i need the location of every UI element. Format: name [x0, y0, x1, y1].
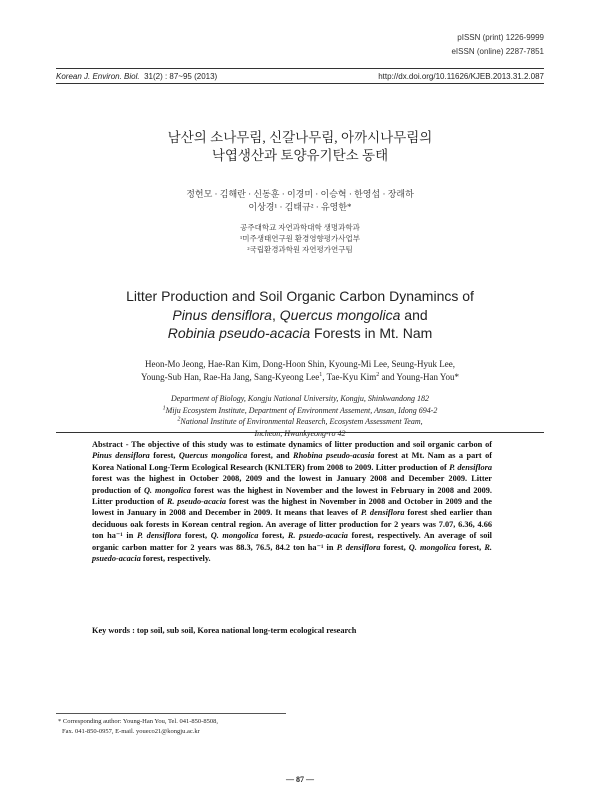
authors-part-a: Young-Sub Han, Rae-Ha Jang, Sang-Kyeong Lee	[140, 372, 320, 382]
english-title	[40, 287, 560, 343]
title-species-1: Pinus densiflora	[172, 306, 272, 323]
footnote-rule	[56, 713, 286, 714]
english-affil-1: Department of Biology, Kongju National University, Kongju, Shinkwandong 182	[171, 394, 429, 403]
korean-affil-1: 공주대학교 자연과학대학 생명과학과	[240, 223, 360, 232]
journal-volume: 31(2) : 87~95 (2013)	[144, 72, 218, 81]
english-title-line1: Litter Production and Soil Organic Carbon Dynamincs of	[126, 288, 474, 304]
pissn: pISSN (print) 1226-9999	[457, 33, 544, 42]
title-sep-1: ,	[271, 306, 280, 323]
title-species-3: Robinia pseudo-acacia	[167, 325, 311, 341]
korean-title-line2: 낙엽생산과 토양유기탄소 동태	[211, 148, 389, 163]
english-title-line2	[40, 306, 560, 325]
authors-part-c: and Young-Han You*	[379, 372, 460, 382]
journal-name: Korean J. Environ. Biol.	[56, 72, 140, 81]
english-affil-3: $^2$National Institute of Environmental Reaserch, Ecosystem Assessment Team,	[177, 416, 423, 426]
english-authors	[40, 358, 560, 384]
header-rule-bottom	[56, 83, 544, 84]
abstract-rule	[56, 432, 544, 433]
journal-header	[56, 72, 544, 81]
korean-title	[40, 129, 560, 165]
journal-citation	[56, 72, 217, 81]
footnote-line2: Fax. 041-850-0957, E-mail. youeco21@kongju.ac.kr	[62, 727, 200, 735]
english-affil-2-text: Miju Ecosystem Institute, Department of Environment Assement, Ansan, Idong 694-2	[165, 405, 438, 415]
title-and: and	[400, 306, 428, 323]
footnote	[58, 717, 218, 736]
abstract: Abstract - The objective of this study was to estimate dynamics of litter production and soil organic carbon of Pinus densiflora forest, Quercus mongolica forest, and Rhobina pseudo-acasia forest at Mt. Nam as a part of Korea National Long-Term Ecological Research (KNLTER) from 2008 to 2009. Litter production of P. densiflora forest was the highest in October 2008, 2009 and the lowest in January 2008 and December 2009. Litter production of Q. mongolica forest was the highest in November and the lowest in February in 2008 and 2009. Litter production of R. pseudo-acacia forest was the highest in November in 2008 and October in 2009 and the lowest in January in 2008 and December in 2009. It means that leaves of P. densiflora forest shed earlier than deciduous oak forests in Korean central region. An average of litter production for 2 years was 7.07, 6.36, 4.66 ton ha⁻¹ in P. densiflora forest, Q. mongolica forest, R. psuedo-acacia forest, respectively. An average of soil organic carbon matter for 2 years was 88.3, 76.5, 84.2 ton ha⁻¹ in P. densiflora forest, Q. mongolica forest, R. psuedo-acacia forest, respectively.	[92, 440, 493, 564]
authors-part-b: , Tae-Kyu Kim	[322, 372, 377, 382]
keywords: Key words : top soil, sub soil, Korea national long-term ecological research	[92, 626, 357, 635]
page-number: — 87 —	[286, 775, 314, 784]
title-end: Forests in Mt. Nam	[310, 325, 433, 341]
korean-authors-line1: 정헌모 · 김해란 · 신동훈 · 이경미 · 이승혁 · 한영섭 · 장래하	[186, 189, 414, 199]
korean-authors	[40, 188, 560, 214]
korean-affil-3: ²국립환경과학원 자연평가연구팀	[247, 245, 353, 254]
eissn: eISSN (online) 2287-7851	[451, 47, 544, 56]
english-authors-line1: Heon-Mo Jeong, Hae-Ran Kim, Dong-Hoon Shin, Kyoung-Mi Lee, Seung-Hyuk Lee,	[145, 359, 455, 369]
title-species-2: Quercus mongolica	[279, 306, 401, 323]
korean-authors-line2: 이상경¹ · 김태규² · 유영한*	[248, 202, 352, 212]
english-affil-3b: Incheon, Hwankyeong-ro 42	[254, 428, 346, 438]
header-rule-top	[56, 68, 544, 69]
korean-title-line1: 남산의 소나무림, 신갈나무림, 아까시나무림의	[167, 130, 433, 145]
english-authors-line2	[40, 371, 560, 384]
footnote-line1: * Corresponding author: Young-Han You, Tel. 041-850-8508,	[58, 718, 218, 725]
english-affil-2: $^1$Miju Ecosystem Institute, Department of Environment Assement, Ansan, Idong 694-2	[162, 404, 438, 415]
sup-2: 2	[376, 372, 380, 378]
english-affil-3a-text: National Institute of Environmental Reaserch, Ecosystem Assessment Team,	[180, 417, 423, 426]
korean-affil-2: ¹미주생태연구원 환경영향평가사업부	[239, 234, 361, 243]
english-title-line3	[40, 324, 560, 343]
doi-link[interactable]: http://dx.doi.org/10.11626/KJEB.2013.31.2.087	[378, 72, 544, 81]
sup-1: 1	[319, 372, 323, 378]
korean-affiliations	[40, 222, 560, 255]
